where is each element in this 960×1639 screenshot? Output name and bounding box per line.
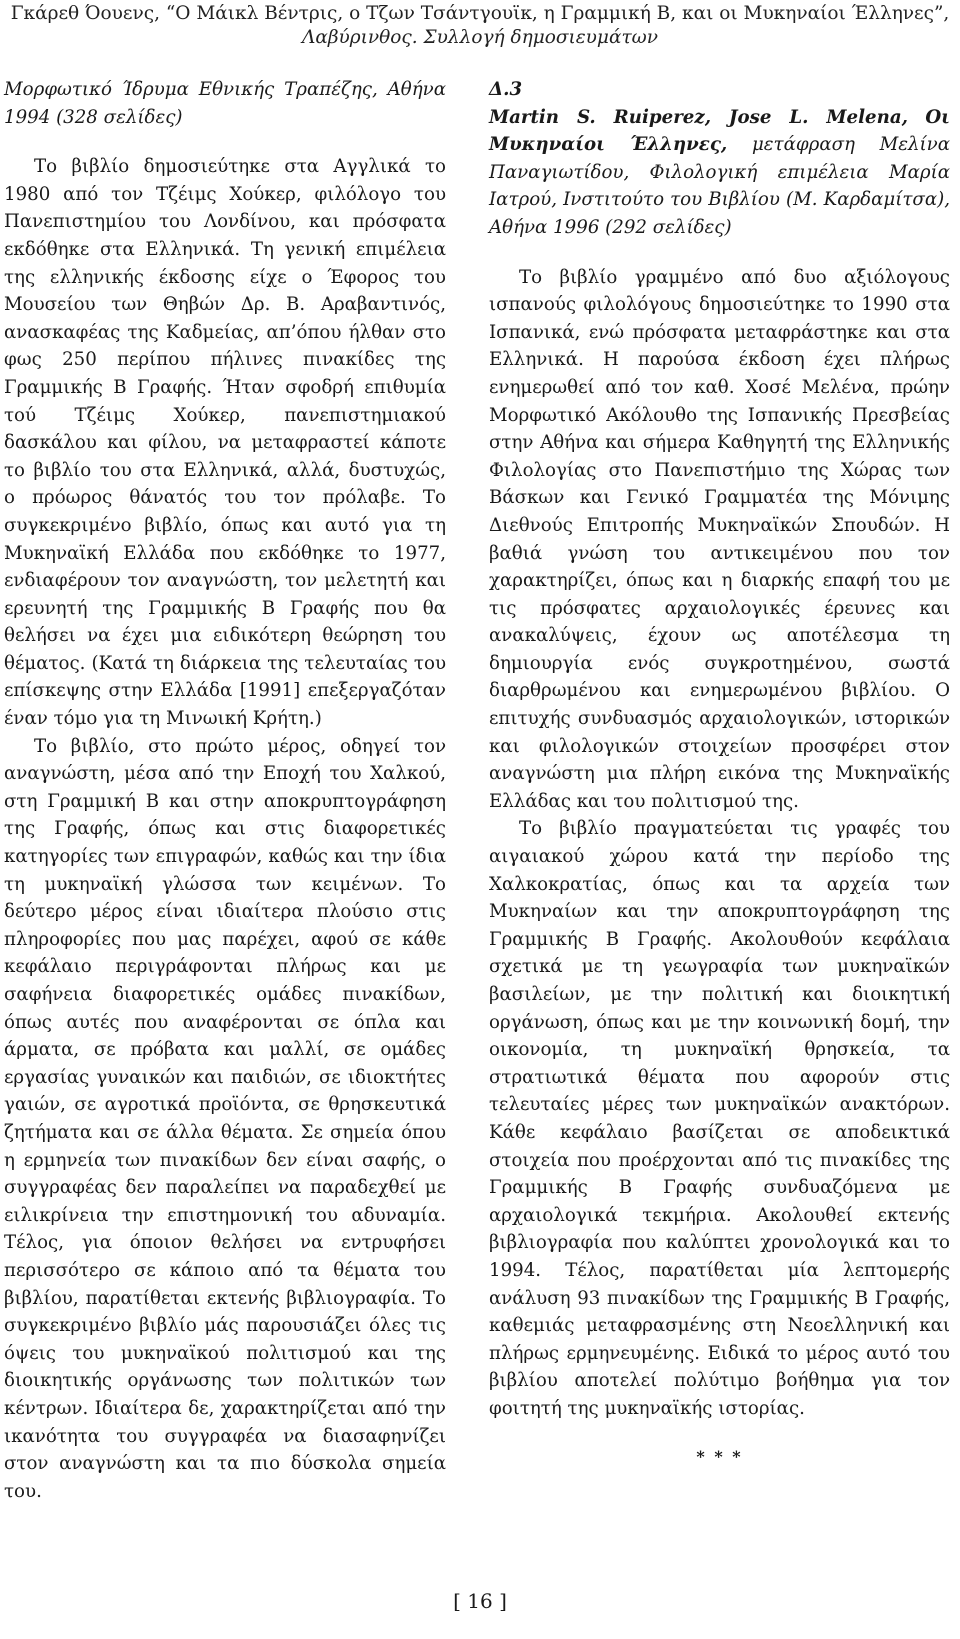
left-paragraph-1: Το βιβλίο δημοσιεύτηκε στα Αγγλικά το 1980 από τον Τζέιμς Χούκερ, φιλόλογο του Πανεπιστημίου του Λονδίνου, και πρόσφατα εκδόθηκε στα Ελληνικά. Τη γενική επιμέλεια της ελληνικής έκδοσης είχε ο Έφορος του Μουσείου των Θηβών Δρ. Β. Αραβαντινός, ανασκαφέας της Καδμείας, απ’όπου ήλθαν στο φως 250 περίπου πήλινες πινακίδες της Γραμμικής Β Γραφής. Ήταν σφοδρή επιθυμία τού Τζέιμς Χούκερ, πανεπιστημιακού δασκάλου και φίλου, να μεταφραστεί κάποτε το βιβλίο του στα Ελληνικά, αλλά, δυστυχώς, ο πρόωρος θάνατός του τον πρόλαβε. Το συγκεκριμένο βιβλίο, όπως και αυτό για τη Μυκηναϊκή Ελλάδα που εκδόθηκε το 1977, ενδιαφέρουν τον αναγνώστη, τον μελετητή και ερευνητή της Γραμμικής Β Γραφής που θα θελήσει να έχει μια ειδικότερη θεώρηση του θέματος. (Κατά τη διάρκεια της τελευταίας του επίσκεψης στην Ελλάδα [1991] επεξεργαζόταν έναν τόμο για τη Μινωική Κρήτη.) (4, 156, 446, 730)
title-authors: Martin S. Ruiperez, Jose L. Melena, (489, 106, 908, 128)
section-number: Δ.3 (489, 79, 523, 100)
running-header (0, 2, 960, 50)
right-book-title (489, 104, 950, 242)
right-column (489, 76, 950, 1466)
right-paragraph-1: Το βιβλίο γραμμένο από δυο αξιόλογους ισπανούς φιλολόγους δημοσιεύτηκε το 1990 στα Ισπανικά, ενώ πρόσφατα μεταφράστηκε και στα Ελληνικά. Η παρούσα έκδοση έχει πλήρως ενημερωθεί από τον καθ. Χοσέ Μελένα, πρώην Μορφωτικό Ακόλουθο της Ισπανικής Πρεσβείας στην Αθήνα και σήμερα Καθηγητή της Ελληνικής Φιλολογίας στο Πανεπιστήμιο της Χώρας των Βάσκων και Γενικό Γραμματέα της Μόνιμης Διεθνούς Επιτροπής Μυκηναϊκών Σπουδών. Η βαθιά γνώση του αντικειμένου που τον χαρακτηρίζει, όπως και η διαρκής επαφή του με τις πρόσφατες αρχαιολογικές έρευνες και ανακαλύψεις, έχουν ως αποτέλεσμα τη δημιουργία ενός συγκροτημένου, σωστά διαρθρωμένου και ενημερωμένου βιβλίου. Ο επιτυχής συνδυασμός αρχαιολογικών, ιστορικών και φιλολογικών στοιχείων προσφέρει στον αναγνώστη μια πλήρη εικόνα της Μυκηναϊκής Ελλάδας και του πολιτισμού της. (489, 266, 950, 812)
page-number: [ 16 ] (453, 1589, 507, 1613)
left-column (4, 76, 446, 1505)
title-details: μετάφραση Μελίνα Παναγιωτίδου, Φιλολογική επιμέλεια Μαρία Ιατρού, Ινστιτούτο του Βιβλίου (Μ. Καρδαμίτσα), Αθήνα 1996 (292 σελίδες) (489, 134, 950, 238)
left-paragraph-2: Το βιβλίο, στο πρώτο μέρος, οδηγεί τον αναγνώστη, μέσα από την Εποχή του Χαλκού, στη Γραμμική Β και στην αποκρυπτογράφηση της Γραφής, όπως και στις διαφορετικές κατηγορίες των επιγραφών, καθώς και την ίδια τη μυκηναϊκή γλώσσα των κειμένων. Το δεύτερο μέρος είναι ιδιαίτερα πλούσιο στις πληροφορίες που μας παρέχει, αφού σε κάθε κεφάλαιο περιγράφονται πλήρως και με σαφήνεια διαφορετικές ομάδες πινακίδων, όπως αυτές που αναφέρονται σε όπλα και άρματα, σε πρόβατα και μαλλί, σε ομάδες εργασίας γυναικών και παιδιών, σε ιδιοκτήτες γαιών, σε αγροτικά προϊόντα, σε θρησκευτικά ζητήματα και σε άλλα θέματα. Σε σημεία όπου η ερμηνεία των πινακίδων δεν είναι σαφής, ο συγγραφέας δεν παραλείπει να παραδεχθεί με ειλικρίνεια την επιστημονική του αδυναμία. Τέλος, για όποιον θελήσει να εντρυφήσει περισσότερο σε κάποιο από τα θέματα του βιβλίου, παρατίθεται εκτενής βιβλιογραφία. Το συγκεκριμένο βιβλίο μάς παρουσιάζει όλες τις όψεις του μυκηναϊκού πολιτισμού και της διοικητικής οργάνωσης των πολιτικών των κέντρων. Ιδιαίτερα δε, χαρακτηρίζεται από την ικανότητα του συγγραφέα να διασαφηνίζει στον αναγνώστη και τα πιο δύσκολα σημεία του. (4, 735, 446, 1502)
header-line-2: Λαβύρινθος. Συλλογή δημοσιευμάτων (301, 27, 659, 48)
right-paragraph-2: Το βιβλίο πραγματεύεται τις γραφές του αιγαιακού χώρου κατά την περίοδο της Χαλκοκρατίας, όπως και τα αρχεία των Μυκηναίων και την αποκρυπτογράφηση της Γραμμικής Β Γραφής. Ακολουθούν κεφάλαια σχετικά με τη γεωγραφία των μυκηναϊκών βασιλείων, με την πολιτική και διοικητική οργάνωση, όπως και με την κοινωνική δομή, την οικονομία, τη μυκηναϊκή θρησκεία, τα στρατιωτικά θέματα που αφορούν στις τελευταίες μέρες των μυκηναϊκών ανακτόρων. Κάθε κεφάλαιο βασίζεται σε αποδεικτικά στοιχεία που προέρχονται από τις πινακίδες της Γραμμικής Β Γραφής συνδυαζόμενα με αρχαιολογικά τεκμήρια. Ακολουθεί εκτενής βιβλιογραφία που καλύπτει χρονολογικά και το 1994. Τέλος, παρατίθεται μία λεπτομερής ανάλυση 93 πινακίδων της Γραμμικής Β Γραφής, καθεμιάς μεταφρασμένης στη Νεοελληνική και πλήρως ερμηνευμένης. Ειδικά το μέρος αυτό του βιβλίου αποτελεί πολύτιμο βοήθημα για τον φοιτητή της μυκηναϊκής ιστορίας. (489, 818, 950, 1419)
section-separator: * * * (696, 1446, 743, 1466)
left-book-title: Μορφωτικό Ίδρυμα Εθνικής Τραπέζης, Αθήνα 1994 (328 σελίδες) (4, 79, 446, 128)
title-book-name: Οι Μυκηναίοι Έλληνες, (489, 106, 950, 156)
header-line-1: Γκάρεθ Όουενς, “Ο Μάικλ Βέντρις, ο Τζων Τσάντγουϊκ, η Γραμμική Β, και οι Μυκηναίοι Έλληνες”, (10, 3, 950, 24)
